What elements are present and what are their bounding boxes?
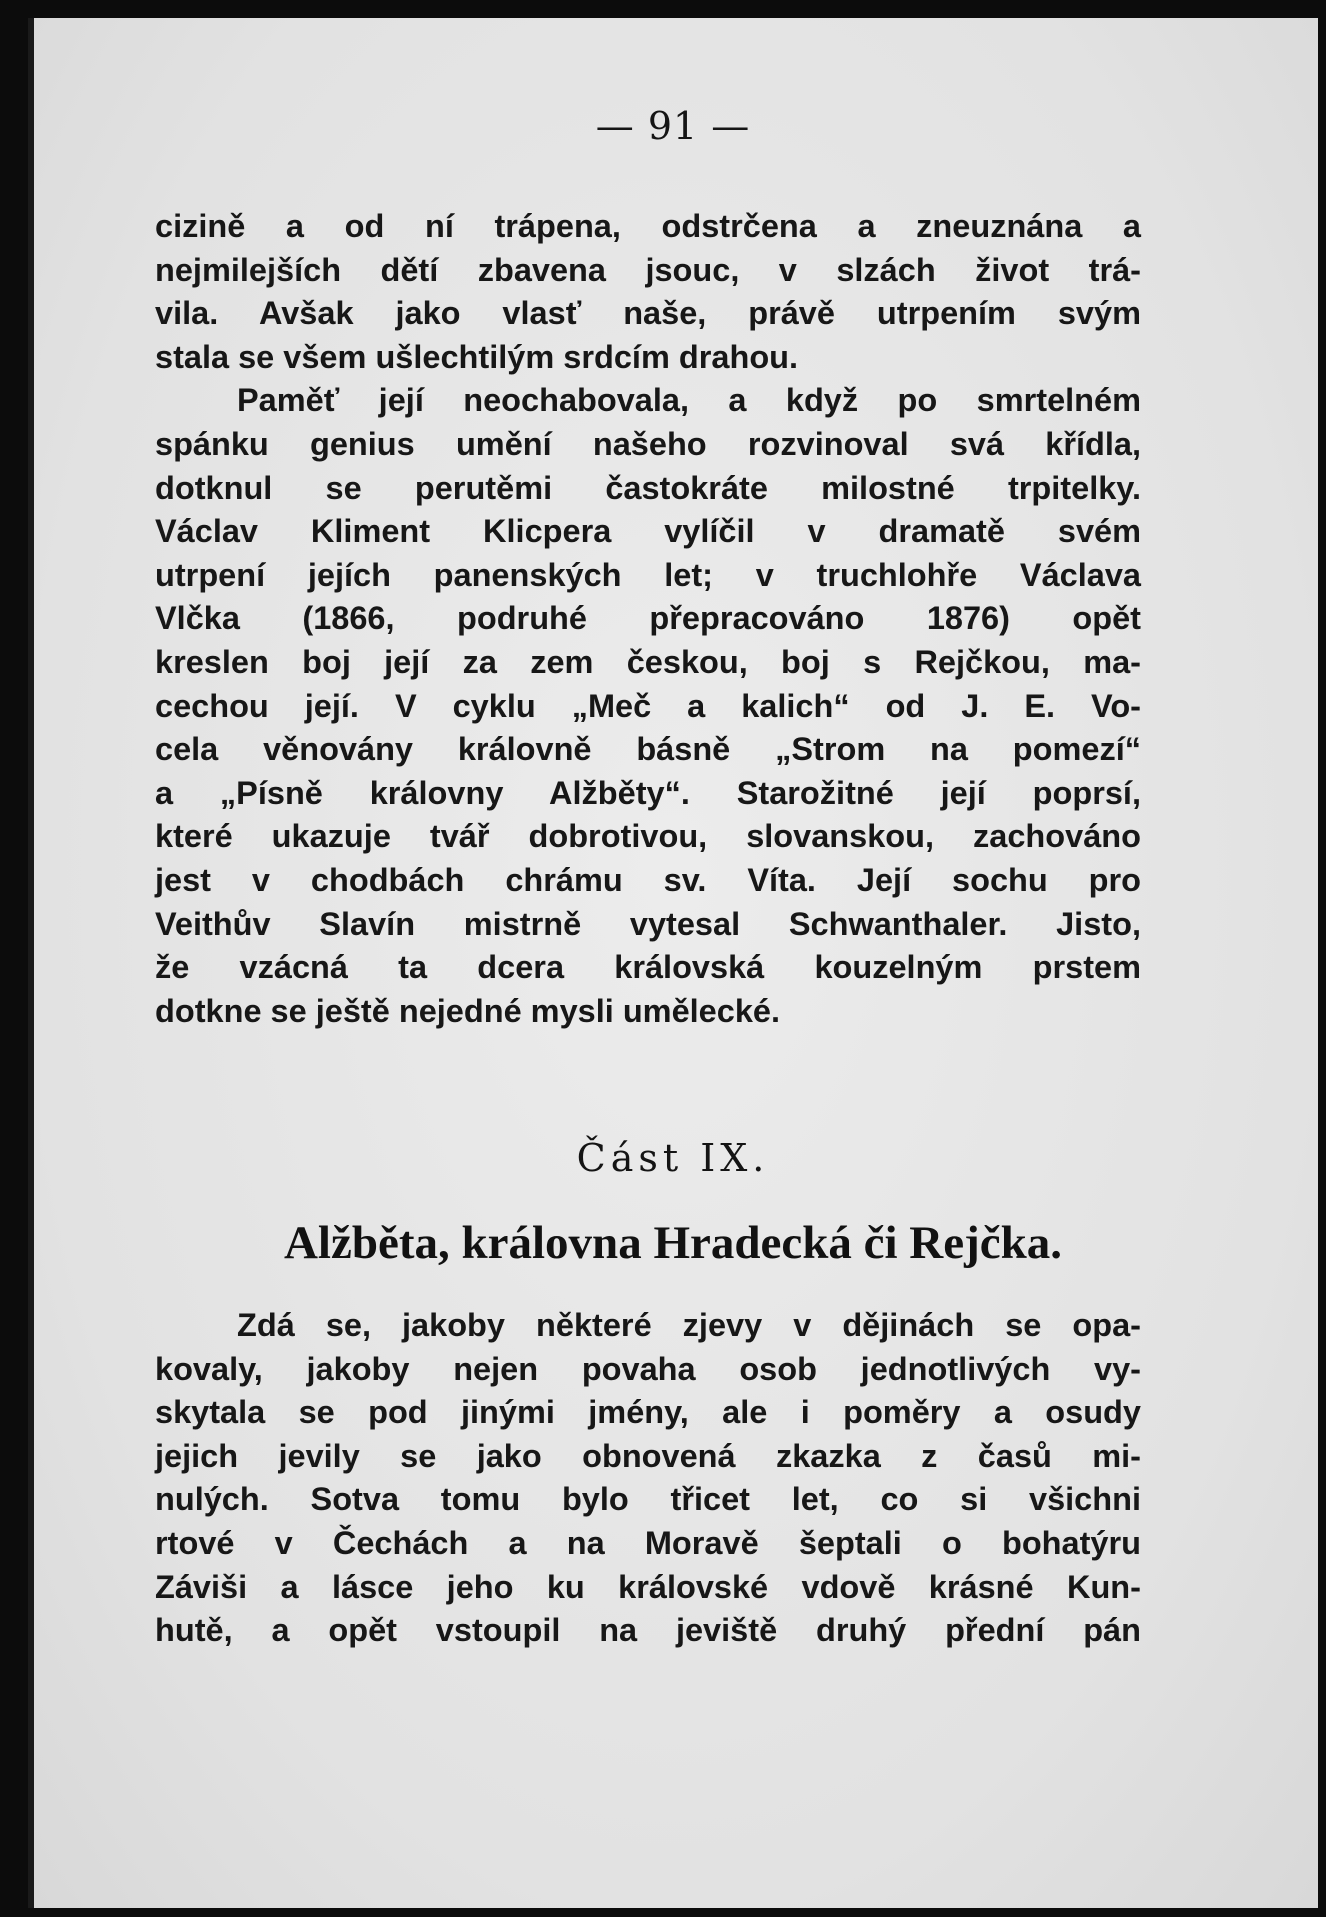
text-line: Veithův Slavín mistrně vytesal Schwanthaler. Jisto, bbox=[155, 905, 1141, 942]
text-line: že vzácná ta dcera královská kouzelným prstem bbox=[155, 949, 1141, 986]
text-line: hutě, a opět vstoupil na jeviště druhý přední pán bbox=[155, 1612, 1141, 1649]
text-line: utrpení jejích panenských let; v truchlohře Václava bbox=[155, 556, 1141, 593]
text-line: kovaly, jakoby nejen povaha osob jednotlivých vy- bbox=[155, 1350, 1141, 1387]
page-number: — 91 — bbox=[595, 104, 751, 148]
text-line: kreslen boj její za zem českou, boj s Rejčkou, ma- bbox=[155, 643, 1141, 680]
text-line: Záviši a lásce jeho ku královské vdově krásné Kun- bbox=[155, 1568, 1141, 1605]
page-spine-edge bbox=[28, 18, 34, 1908]
text-line: dotkne se ještě nejedné mysli umělecké. bbox=[155, 992, 781, 1029]
text-line: nulých. Sotva tomu bylo třicet let, co si všichni bbox=[155, 1481, 1141, 1518]
text-line: cizině a od ní trápena, odstrčena a zneuznána a bbox=[155, 208, 1141, 244]
chapter-title: Alžběta, královna Hradecká či Rejčka. bbox=[283, 1217, 1062, 1269]
text-line: jest v chodbách chrámu sv. Víta. Její sochu pro bbox=[155, 861, 1141, 898]
text-line: cela věnovány královně básně „Strom na pomezí“ bbox=[155, 731, 1141, 768]
text-line: Vlčka (1866, podruhé přepracováno 1876) opět bbox=[155, 600, 1141, 637]
text-line: spánku genius umění našeho rozvinoval svá křídla, bbox=[155, 425, 1141, 462]
paragraph-1 bbox=[155, 205, 1141, 1033]
part-heading: Část IX. bbox=[576, 1136, 770, 1180]
text-line: skytala se pod jinými jmény, ale i poměry a osudy bbox=[155, 1394, 1141, 1431]
text-line: cechou její. V cyklu „Meč a kalich“ od J. E. Vo- bbox=[155, 687, 1141, 724]
text-line: stala se všem ušlechtilým srdcím drahou. bbox=[155, 338, 799, 375]
text-line: které ukazuje tvář dobrotivou, slovanskou, zachováno bbox=[155, 818, 1141, 855]
text-line: jejich jevily se jako obnovená zkazka z časů mi- bbox=[155, 1437, 1141, 1474]
text-line: Paměť její neochabovala, a když po smrtelném bbox=[237, 382, 1141, 419]
text-line: Zdá se, jakoby některé zjevy v dějinách se opa- bbox=[237, 1307, 1141, 1343]
paragraph-3 bbox=[155, 1304, 1141, 1653]
book-page bbox=[28, 18, 1318, 1908]
text-line: vila. Avšak jako vlasť naše, právě utrpením svým bbox=[155, 295, 1141, 332]
text-line: dotknul se perutěmi častokráte milostné trpitelky. bbox=[155, 469, 1141, 506]
text-line: Václav Kliment Klicpera vylíčil v dramatě svém bbox=[155, 513, 1141, 550]
text-line: rtové v Čechách a na Moravě šeptali o bohatýru bbox=[155, 1524, 1141, 1561]
text-line: a „Písně královny Alžběty“. Starožitné její poprsí, bbox=[155, 774, 1141, 811]
text-line: nejmilejších dětí zbavena jsouc, v slzách život trá- bbox=[155, 251, 1141, 288]
